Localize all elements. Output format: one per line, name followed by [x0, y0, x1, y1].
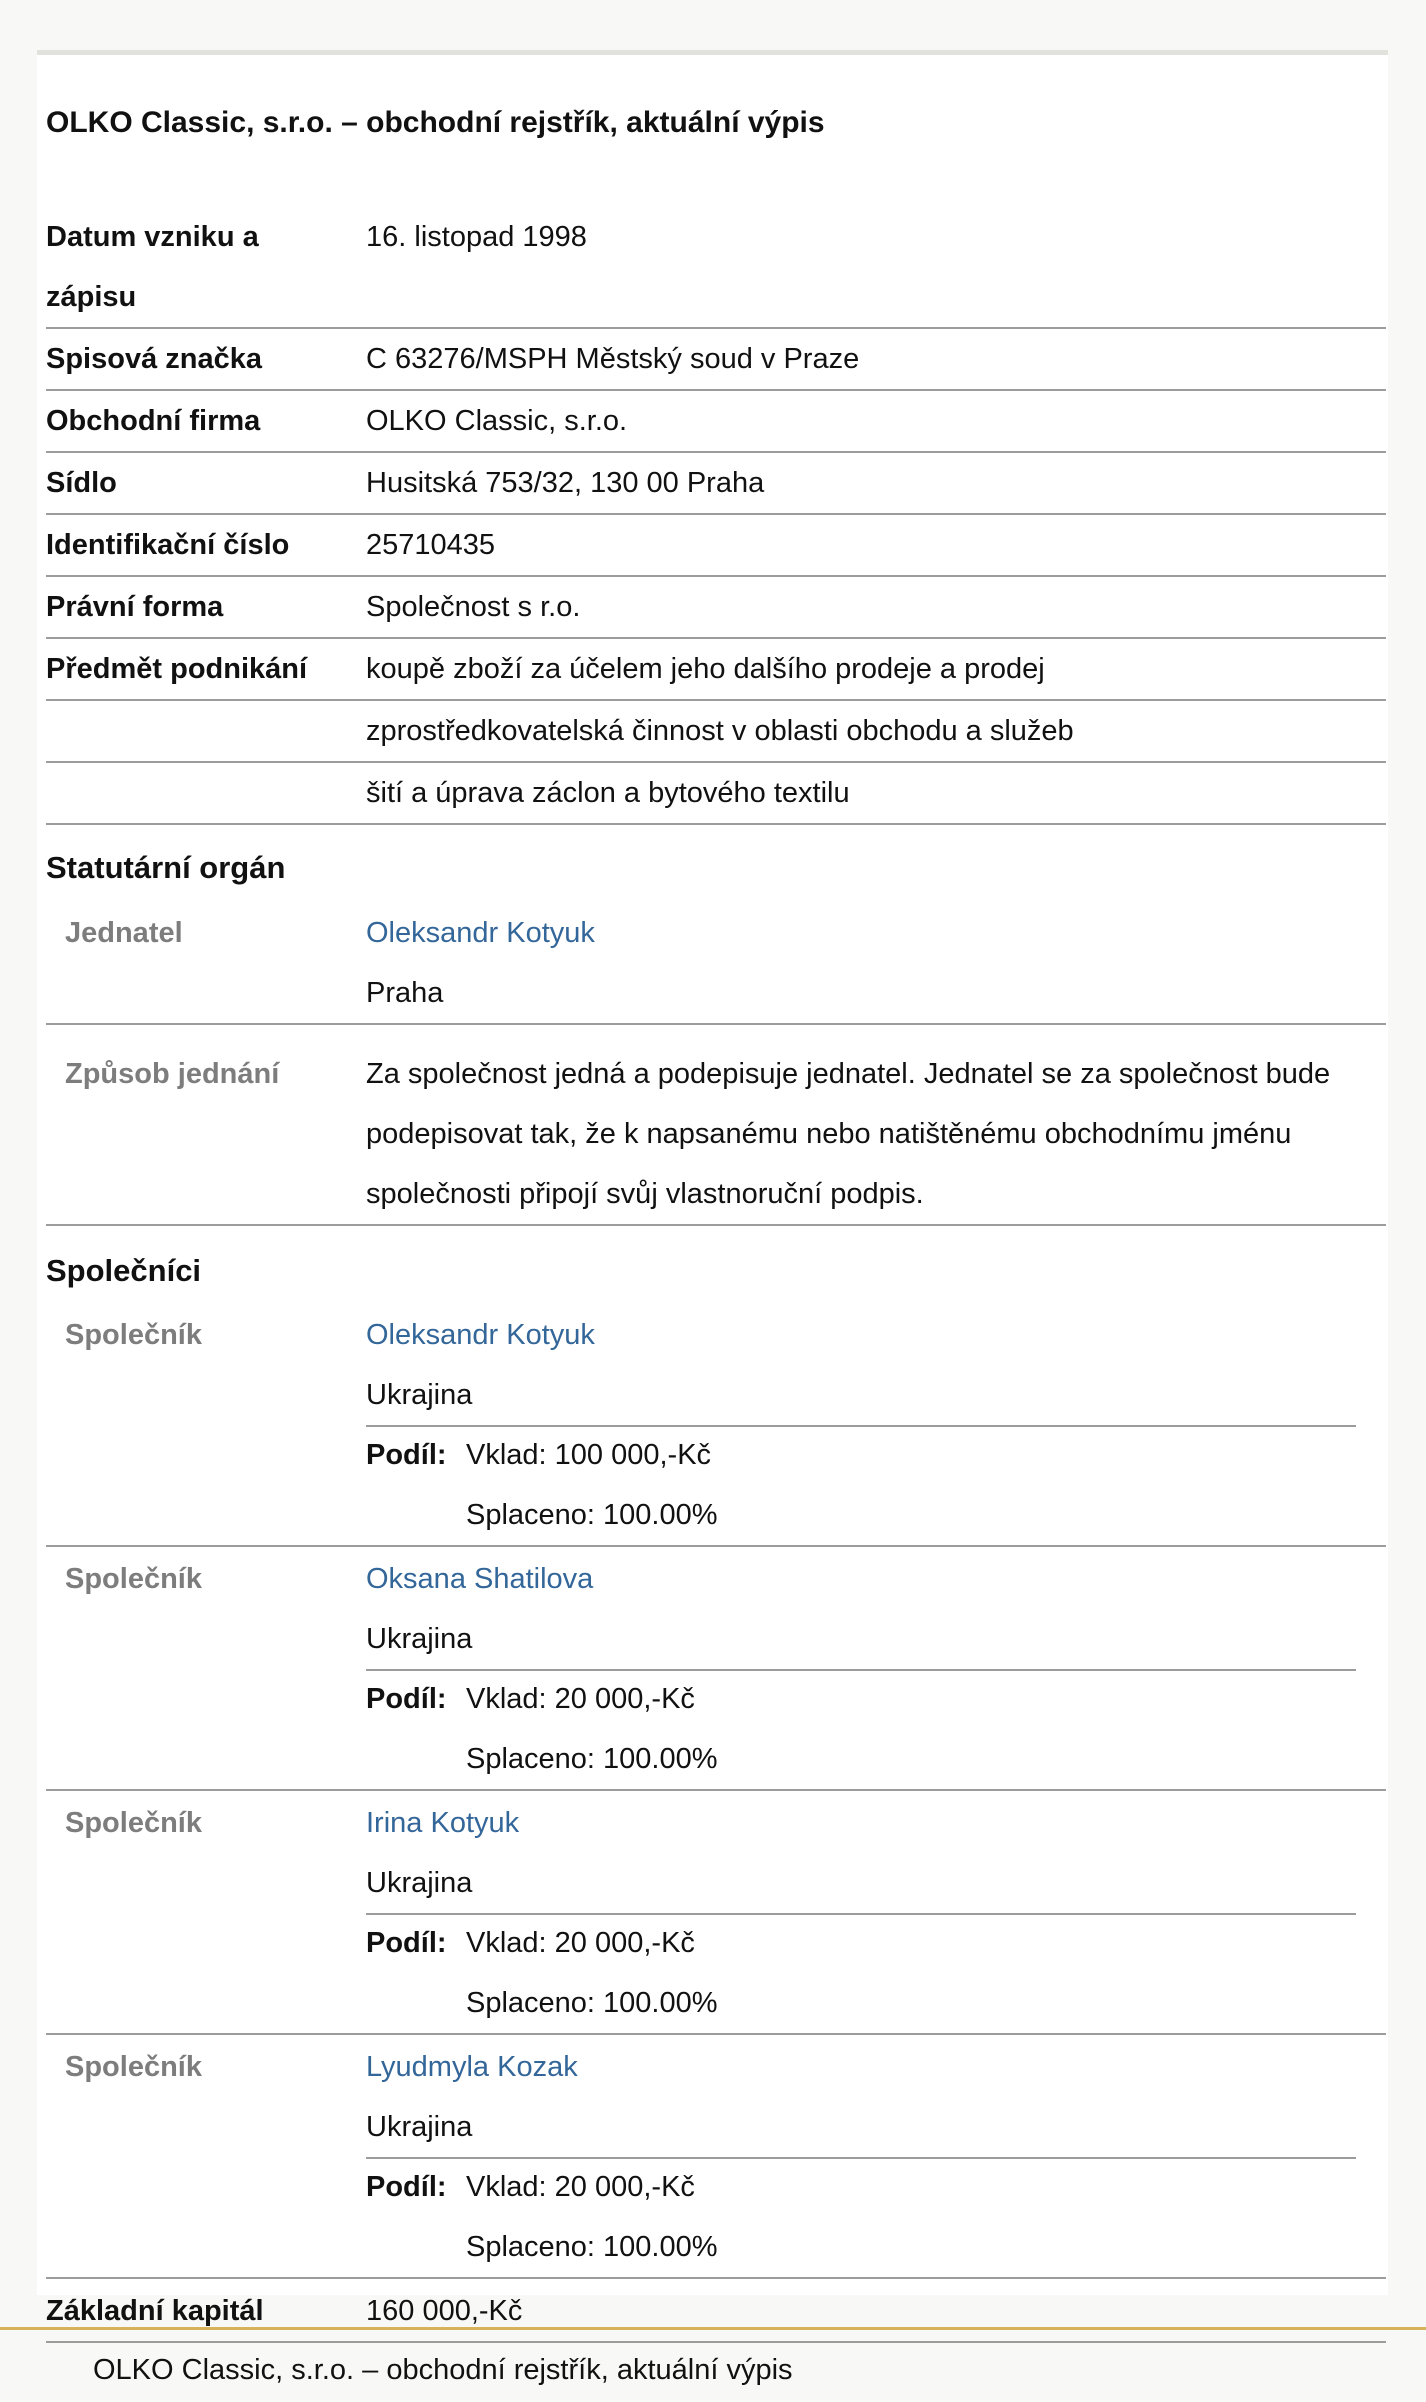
label-podil: Podíl: [366, 1927, 447, 1959]
spolecnik-entry [46, 1549, 1386, 1791]
link-spolecnik-name[interactable]: Lyudmyla Kozak [366, 2051, 578, 2083]
label-pravni-forma: Právní forma [46, 591, 224, 623]
value-vklad: Vklad: 20 000,-Kč [466, 2171, 695, 2203]
label-datum-vzniku: Datum vzniku a zápisu [46, 221, 259, 313]
label-sidlo: Sídlo [46, 467, 117, 499]
label-zpusob-jednani: Způsob jednání [65, 1058, 280, 1090]
label-spolecnik: Společník [65, 1807, 202, 1839]
label-spolecnik: Společník [65, 1319, 202, 1351]
value-jednatel-place: Praha [366, 977, 444, 1009]
row-spisova-znacka [46, 329, 1386, 391]
page-title: OLKO Classic, s.r.o. – obchodní rejstřík, aktuální výpis [46, 106, 825, 139]
label-zakladni-kapital: Základní kapitál [46, 2295, 264, 2327]
value-splaceno: Splaceno: 100.00% [466, 1987, 718, 2019]
row-sidlo [46, 453, 1386, 515]
spolecnik-entry [46, 2037, 1386, 2279]
spolecnik-entry [46, 1793, 1386, 2035]
value-vklad: Vklad: 100 000,-Kč [466, 1439, 712, 1471]
label-spolecnik: Společník [65, 2051, 202, 2083]
value-zakladni-kapital: 160 000,-Kč [366, 2295, 523, 2327]
label-predmet: Předmět podnikání [46, 653, 308, 685]
label-podil: Podíl: [366, 1439, 447, 1471]
value-predmet-3: šití a úprava záclon a bytového textilu [366, 777, 850, 809]
label-podil: Podíl: [366, 1683, 447, 1715]
row-zpusob-jednani [46, 1044, 1386, 1226]
row-datum-vzniku [46, 207, 1386, 329]
row-zakladni-kapital [46, 2281, 1386, 2343]
label-spolecnik: Společník [65, 1563, 202, 1595]
value-splaceno: Splaceno: 100.00% [466, 2231, 718, 2263]
value-spolecnik-country: Ukrajina [366, 1379, 473, 1411]
value-datum-vzniku: 16. listopad 1998 [366, 221, 587, 253]
link-jednatel-name[interactable]: Oleksandr Kotyuk [366, 917, 595, 949]
label-ico: Identifikační číslo [46, 529, 290, 561]
value-spolecnik-country: Ukrajina [366, 1867, 473, 1899]
value-predmet-1: koupě zboží za účelem jeho dalšího prodeje a prodej [366, 653, 1045, 685]
value-vklad: Vklad: 20 000,-Kč [466, 1927, 695, 1959]
section-spolecnici: Společníci [46, 1253, 202, 1288]
value-sidlo: Husitská 753/32, 130 00 Praha [366, 467, 765, 499]
value-pravni-forma: Společnost s r.o. [366, 591, 581, 623]
link-spolecnik-name[interactable]: Irina Kotyuk [366, 1807, 520, 1839]
row-predmet-2 [46, 701, 1386, 763]
value-splaceno: Splaceno: 100.00% [466, 1743, 718, 1775]
row-predmet-1 [46, 639, 1386, 701]
label-obchodni-firma: Obchodní firma [46, 405, 261, 437]
label-spisova-znacka: Spisová značka [46, 343, 262, 375]
value-spolecnik-country: Ukrajina [366, 2111, 473, 2143]
value-predmet-2: zprostředkovatelská činnost v oblasti obchodu a služeb [366, 715, 1074, 747]
value-obchodni-firma: OLKO Classic, s.r.o. [366, 405, 628, 437]
value-zpusob-jednani: Za společnost jedná a podepisuje jednatel. Jednatel se za společnost bude podepisovat tak, že k napsanému nebo natištěnému obchodnímu jménu společnosti připojí svůj vlastnoruční podpis. [366, 1058, 1331, 1210]
row-pravni-forma [46, 577, 1386, 639]
link-spolecnik-name[interactable]: Oleksandr Kotyuk [366, 1319, 595, 1351]
link-spolecnik-name[interactable]: Oksana Shatilova [366, 1563, 594, 1595]
row-predmet-3 [46, 763, 1386, 825]
footer-divider [0, 2327, 1426, 2330]
footer-text: OLKO Classic, s.r.o. – obchodní rejstřík, aktuální výpis [93, 2354, 793, 2386]
value-ico: 25710435 [366, 529, 496, 561]
row-obchodni-firma [46, 391, 1386, 453]
label-podil: Podíl: [366, 2171, 447, 2203]
label-jednatel: Jednatel [65, 917, 183, 949]
value-spisova-znacka: C 63276/MSPH Městský soud v Praze [366, 343, 860, 375]
value-spolecnik-country: Ukrajina [366, 1623, 473, 1655]
section-statutarni-organ: Statutární orgán [46, 850, 286, 885]
spolecnik-entry [46, 1305, 1386, 1547]
value-vklad: Vklad: 20 000,-Kč [466, 1683, 695, 1715]
row-ico [46, 515, 1386, 577]
value-splaceno: Splaceno: 100.00% [466, 1499, 718, 1531]
row-jednatel [46, 903, 1386, 1025]
registry-card [37, 50, 1388, 2327]
